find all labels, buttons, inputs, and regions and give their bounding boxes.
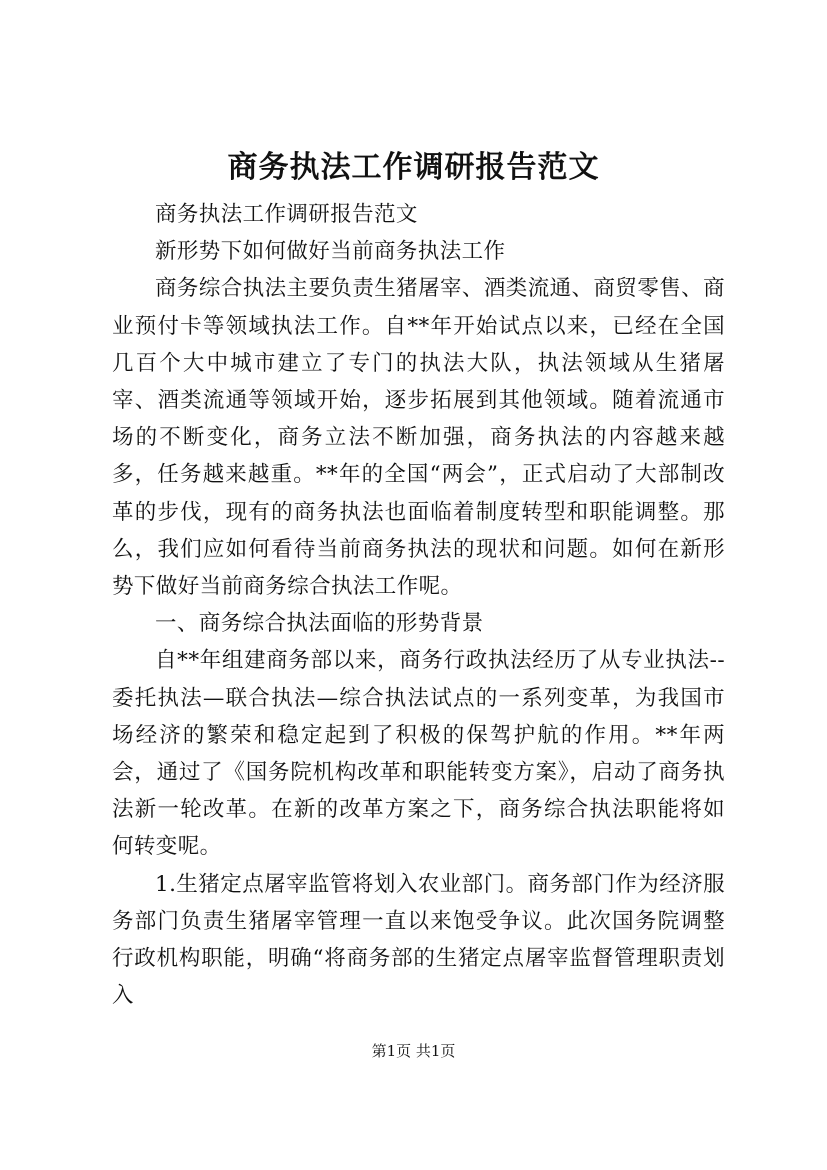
paragraph-heading: 新形势下如何做好当前商务执法工作: [155, 239, 506, 265]
paragraph-background: 自**年组建商务部以来，商务行政执法经历了从专业执法--委托执法—联合执法—综合执法试点的一系列变革，为我国市场经济的繁荣和稳定起到了积极的保驾护航的作用。**年两会，通过了《国务院机构改革和职能转变方案》，启动了商务执法新一轮改革。在新的改革方案之下，商务综合执法职能将如何转变呢。: [112, 648, 725, 860]
page-footer: 第1页 共1页: [371, 1042, 456, 1060]
document-title: 商务执法工作调研报告范文: [227, 150, 600, 185]
document-body: [112, 196, 725, 1014]
paragraph-item-1: 1.生猪定点屠宰监管将划入农业部门。商务部门作为经济服务部门负责生猪屠宰管理一直以来饱受争议。此次国务院调整行政机构职能，明确“将商务部的生猪定点屠宰监督管理职责划入: [112, 871, 725, 1009]
paragraph-intro: 商务综合执法主要负责生猪屠宰、酒类流通、商贸零售、商业预付卡等领域执法工作。自**年开始试点以来，已经在全国几百个大中城市建立了专门的执法大队，执法领域从生猪屠宰、酒类流通等领域开始，逐步拓展到其他领域。随着流通市场的不断变化，商务立法不断加强，商务执法的内容越来越多，任务越来越重。**年的全国“两会”，正式启动了大部制改革的步伐，现有的商务执法也面临着制度转型和职能调整。那么，我们应如何看待当前商务执法的现状和问题。如何在新形势下做好当前商务综合执法工作呢。: [112, 276, 725, 600]
paragraph-subtitle: 商务执法工作调研报告范文: [155, 202, 418, 227]
section-heading: 一、商务综合执法面临的形势背景: [155, 611, 484, 637]
